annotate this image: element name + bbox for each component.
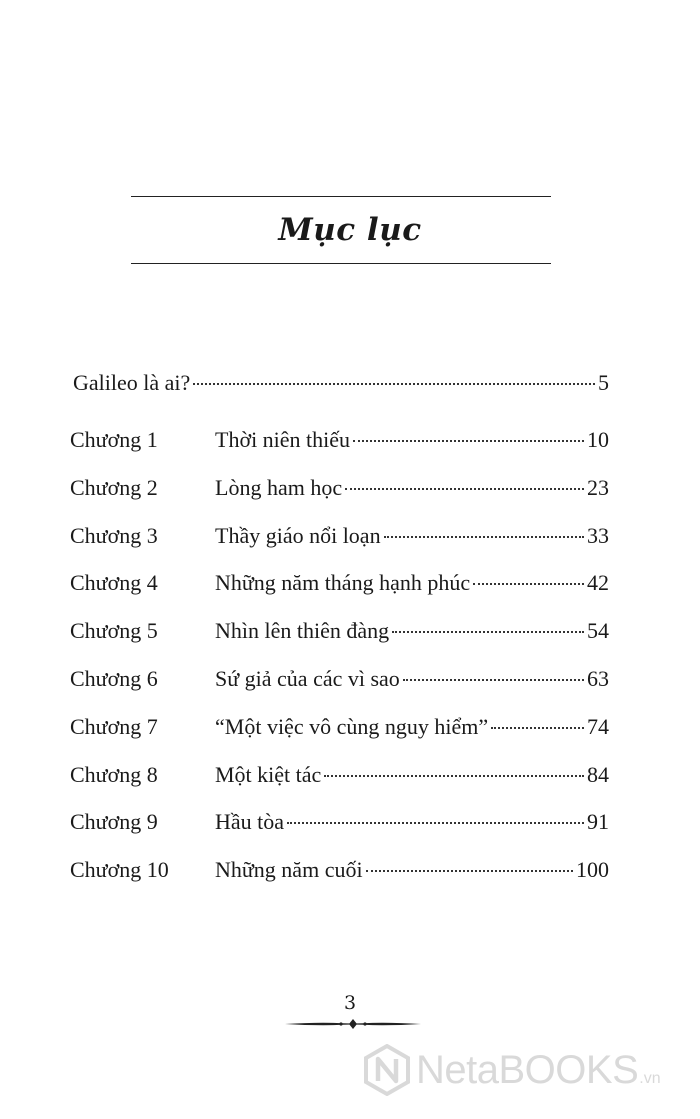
toc-entry (215, 666, 609, 692)
toc-entry (215, 618, 609, 644)
toc-page-number: 91 (587, 809, 609, 835)
toc-page-number: 33 (587, 522, 609, 548)
toc-row (0, 809, 700, 843)
toc-row (0, 475, 700, 509)
ornament-divider (283, 1016, 423, 1032)
toc-page-number: 23 (587, 474, 609, 500)
toc-page-number: 100 (576, 857, 609, 883)
toc-page-number: 84 (587, 761, 609, 787)
page-title: Mục lục (278, 212, 422, 248)
toc-row-intro (0, 370, 700, 404)
dot-leader (324, 775, 584, 777)
toc-entry (215, 475, 609, 501)
toc-chapter-label: Chương 10 (70, 857, 169, 883)
toc-page-number: 54 (587, 618, 609, 644)
dot-leader (287, 822, 584, 824)
toc-page-number: 63 (587, 666, 609, 691)
toc-row (0, 523, 700, 557)
dot-leader (473, 583, 584, 585)
toc-entry-title: Lòng ham học (215, 474, 343, 500)
toc-chapter-label: Chương 8 (70, 761, 158, 787)
title-top-rule (131, 196, 551, 197)
toc-page-number: 5 (598, 370, 609, 395)
toc-chapter-label: Chương 6 (70, 666, 158, 691)
toc-row (0, 570, 700, 604)
toc-entry-title: Hầu tòa (215, 809, 285, 835)
watermark-suffix: .vn (639, 1070, 661, 1087)
toc-page-number: 10 (587, 427, 609, 452)
n-hexagon-logo-icon (364, 1044, 410, 1096)
toc-chapter-label: Chương 3 (70, 522, 158, 548)
toc-row (0, 427, 700, 461)
watermark-text: NetaBOOKS (416, 1047, 639, 1092)
toc-entry (215, 857, 609, 883)
title-bottom-rule (131, 263, 551, 264)
dot-leader (403, 679, 584, 681)
toc-chapter-label: Chương 5 (70, 618, 158, 644)
toc-row (0, 618, 700, 652)
toc-row (0, 666, 700, 700)
dot-leader (392, 631, 584, 633)
toc-entry-title: Galileo là ai? (73, 370, 191, 395)
toc-chapter-label: Chương 2 (70, 474, 158, 500)
toc-entry-title: “Một việc vô cùng nguy hiểm” (215, 713, 489, 739)
dot-leader (491, 727, 584, 729)
toc-entry (73, 370, 609, 396)
toc-page-number: 74 (587, 713, 609, 739)
toc-entry-title: Những năm tháng hạnh phúc (215, 570, 471, 596)
toc-row (0, 762, 700, 796)
toc-entry (215, 809, 609, 835)
netabooks-watermark (364, 1044, 694, 1096)
toc-chapter-label: Chương 1 (70, 427, 158, 452)
toc-page-number: 42 (587, 570, 609, 596)
toc-entry (215, 714, 609, 740)
toc-entry-title: Những năm cuối (215, 857, 363, 883)
toc-row (0, 714, 700, 748)
dot-leader (366, 870, 573, 872)
toc-entry-title: Sứ giả của các vì sao (215, 666, 400, 691)
toc-entry-title: Thời niên thiếu (215, 427, 351, 452)
toc-entry (215, 762, 609, 788)
toc-entry-title: Một kiệt tác (215, 761, 322, 787)
toc-chapter-label: Chương 4 (70, 570, 158, 596)
dot-leader (345, 488, 584, 490)
dot-leader (353, 440, 584, 442)
toc-entry-title: Nhìn lên thiên đàng (215, 618, 390, 644)
dot-leader (384, 536, 584, 538)
dot-leader (193, 383, 595, 385)
toc-entry-title: Thầy giáo nổi loạn (215, 522, 381, 548)
toc-chapter-label: Chương 7 (70, 713, 158, 739)
toc-chapter-label: Chương 9 (70, 809, 158, 835)
toc-entry (215, 427, 609, 453)
toc-entry (215, 570, 609, 596)
toc-entry (215, 523, 609, 549)
page-number: 3 (343, 992, 357, 1014)
toc-row (0, 857, 700, 891)
